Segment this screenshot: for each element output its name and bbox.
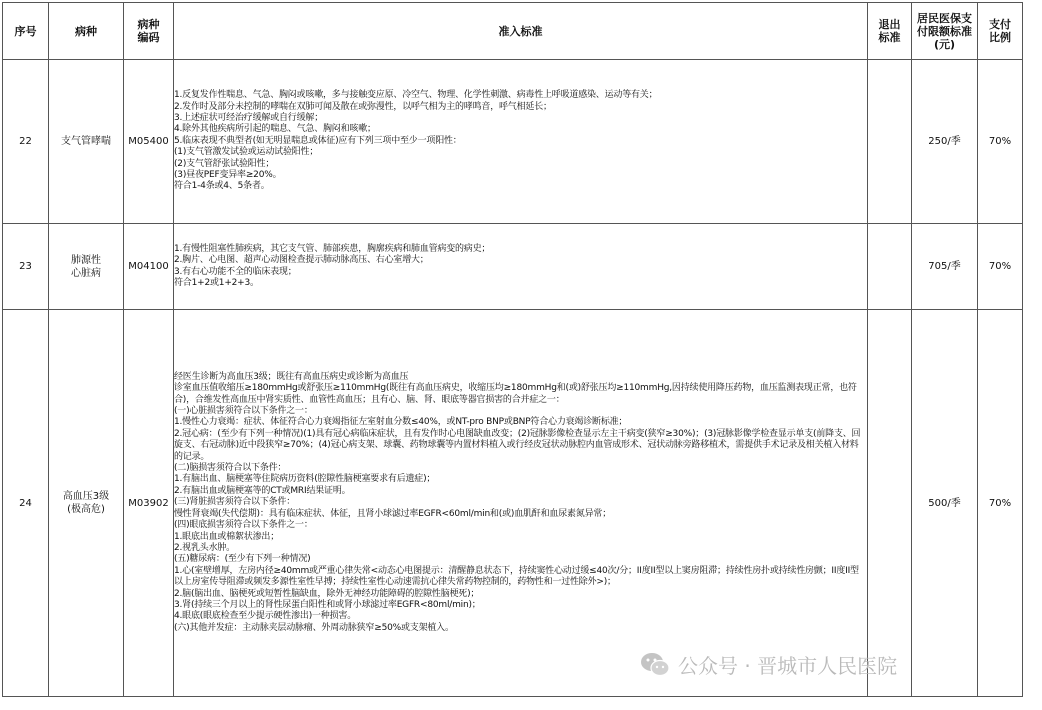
criteria-line: 2.胸片、心电图、超声心动图检查提示肺动脉高压、右心室增大； [174, 255, 429, 266]
row-limit: 250/季 [912, 60, 978, 224]
header-code: 病种 编码 [124, 3, 174, 60]
criteria-line: (六)其他并发症：主动脉夹层动脉瘤、外周动脉狭窄≥50%或支架植入。 [174, 622, 454, 633]
row-disease: 肺源性 心脏病 [49, 224, 124, 310]
criteria-line: 1.眼底出血或棉絮状渗出； [174, 531, 279, 542]
criteria-line: 经医生诊断为高血压3级；既往有高血压病史或诊断为高血压 [174, 371, 409, 382]
criteria-line: 3.有右心功能不全的临床表现； [174, 266, 297, 277]
criteria-line: 1.有脑出血、脑梗塞等住院病历资料(腔隙性脑梗塞要求有后遗症)； [174, 474, 436, 485]
criteria-line: 符合1-4条或4、5条者。 [174, 181, 270, 192]
row-disease: 高血压3级 (极高危) [49, 310, 124, 697]
row-seq: 24 [3, 310, 49, 697]
row-ratio: 70% [978, 310, 1023, 697]
row-seq: 22 [3, 60, 49, 224]
row-criteria [174, 60, 868, 224]
criteria-line: (四)眼底损害须符合以下条件之一： [174, 520, 313, 531]
criteria-line: 1.有慢性阻塞性肺疾病，其它支气管、肺部疾患，胸廓疾病和肺血管病变的病史； [174, 243, 491, 254]
criteria-line: 2.脑(脑出血、脑梗死或短暂性脑缺血，除外无神经功能障碍的腔隙性脑梗死)； [174, 588, 480, 599]
criteria-line: 2.有脑出血或脑梗塞等的CT或MRI结果证明。 [174, 485, 351, 496]
criteria-line: 1.慢性心力衰竭：症状、体征符合心力衰竭指征左室射血分数≤40%，或NT-pro BNP或BNP符合心力衰竭诊断标准； [174, 417, 628, 428]
criteria-line: 4.眼底(眼底检查至少提示硬性渗出)一种损害。 [174, 611, 357, 622]
criteria-line: 4.除外其他疾病所引起的喘息、气急、胸闷和咳嗽； [174, 124, 376, 135]
criteria-line: (1)支气管激发试验或运动试验阳性； [174, 147, 319, 158]
criteria-line: (3)昼夜PEF变异率≥20%。 [174, 170, 282, 181]
criteria-line: 3.上述症状可经治疗缓解或自行缓解； [174, 112, 323, 123]
criteria-line: 5.临床表现不典型者(如无明显喘息或体征)应有下列三项中至少一项阳性： [174, 135, 462, 146]
header-criteria: 准入标准 [174, 3, 868, 60]
header-disease: 病种 [49, 3, 124, 60]
row-exit [868, 60, 912, 224]
row-ratio: 70% [978, 224, 1023, 310]
criteria-line: 符合1+2或1+2+3。 [174, 277, 259, 288]
criteria-line: 2.发作时及部分未控制的哮喘在双肺可闻及散在或弥漫性，以呼气相为主的哮鸣音，呼气相延长； [174, 101, 552, 112]
criteria-line: 1.心(室壁增厚，左房内径≥40mm或严重心律失常<动态心电图提示：清醒静息状态下，持续窦性心动过缓≤40次/分；II度II型以上窦房阻滞；持续性房扑或持续性房颤；II度II型以上房室传导阻滞或频发多源性室性早搏；持续性室性心动速需抗心律失常药物控制的，药物性和一过性除外>)； [174, 565, 859, 588]
row-code: M05400 [124, 60, 174, 224]
row-exit [868, 310, 912, 697]
header-seq: 序号 [3, 3, 49, 60]
header-ratio: 支付 比例 [978, 3, 1023, 60]
criteria-line: (二)脑损害须符合以下条件： [174, 463, 287, 474]
criteria-line: (五)糖尿病：(至少有下列一种情况) [174, 554, 311, 565]
row-code: M03902 [124, 310, 174, 697]
row-criteria [174, 224, 868, 310]
table-row [3, 224, 1023, 310]
row-ratio: 70% [978, 60, 1023, 224]
criteria-line: 诊室血压值收缩压≥180mmHg或舒张压≥110mmHg(既往有高血压病史，收缩压均≥180mmHg和(或)舒张压均≥110mmHg,因持续使用降压药物，血压监测表现正常，也符合)，合维发性高血压中肾实质性、血管性高血压；且有心、脑、肾、眼底等器官损害的合并症之一： [174, 383, 857, 405]
criteria-line: (2)支气管舒张试验阳性； [174, 158, 275, 169]
row-seq: 23 [3, 224, 49, 310]
criteria-line: (三)肾脏损害须符合以下条件： [174, 497, 296, 508]
table-row [3, 60, 1023, 224]
criteria-line: 2.冠心病：(至少有下列一种情况)(1)具有冠心病临床症状，且有发作时心电图缺血改变；(2)冠脉影像检查显示左主干病变(狭窄≥30%)；(3)冠脉影像学检查显示单支(前降支、回旋支、右冠动脉)近中段狭窄≥70%；(4)冠心病支架、球囊、药物球囊等内置材料植入或行经皮冠状动脉腔内血管成形术、冠状动脉旁路移植术，需提供手术记录及相关植入材料的记录。 [174, 428, 861, 462]
header-limit: 居民医保支 付限额标准 (元) [912, 3, 978, 60]
criteria-line: 3.肾(持续三个月以上的肾性尿蛋白阳性和或肾小球滤过率EGFR<80ml/min)； [174, 599, 481, 610]
row-criteria [174, 310, 868, 697]
admission-criteria-table [2, 2, 1023, 697]
watermark-text: 公众号 · 晋城市人民医院 [678, 654, 898, 678]
row-limit: 500/季 [912, 310, 978, 697]
criteria-line: (一)心脏损害须符合以下条件之一： [174, 406, 313, 417]
row-exit [868, 224, 912, 310]
header-row [3, 3, 1023, 60]
wechat-icon [640, 652, 670, 678]
criteria-line: 慢性肾衰竭(失代偿期)：具有临床症状、体征，且肾小球滤过率EGFR<60ml/min和(或)血肌酐和血尿素氮异常； [174, 508, 612, 519]
criteria-line: 2.视乳头水肿。 [174, 542, 235, 553]
table-row [3, 310, 1023, 697]
row-disease: 支气管哮喘 [49, 60, 124, 224]
row-code: M04100 [124, 224, 174, 310]
row-limit: 705/季 [912, 224, 978, 310]
watermark [640, 650, 897, 679]
criteria-line: 1.反复发作性喘息、气急、胸闷或咳嗽，多与接触变应原、冷空气、物理、化学性刺激、病毒性上呼吸道感染、运动等有关； [174, 90, 658, 101]
header-exit: 退出 标准 [868, 3, 912, 60]
